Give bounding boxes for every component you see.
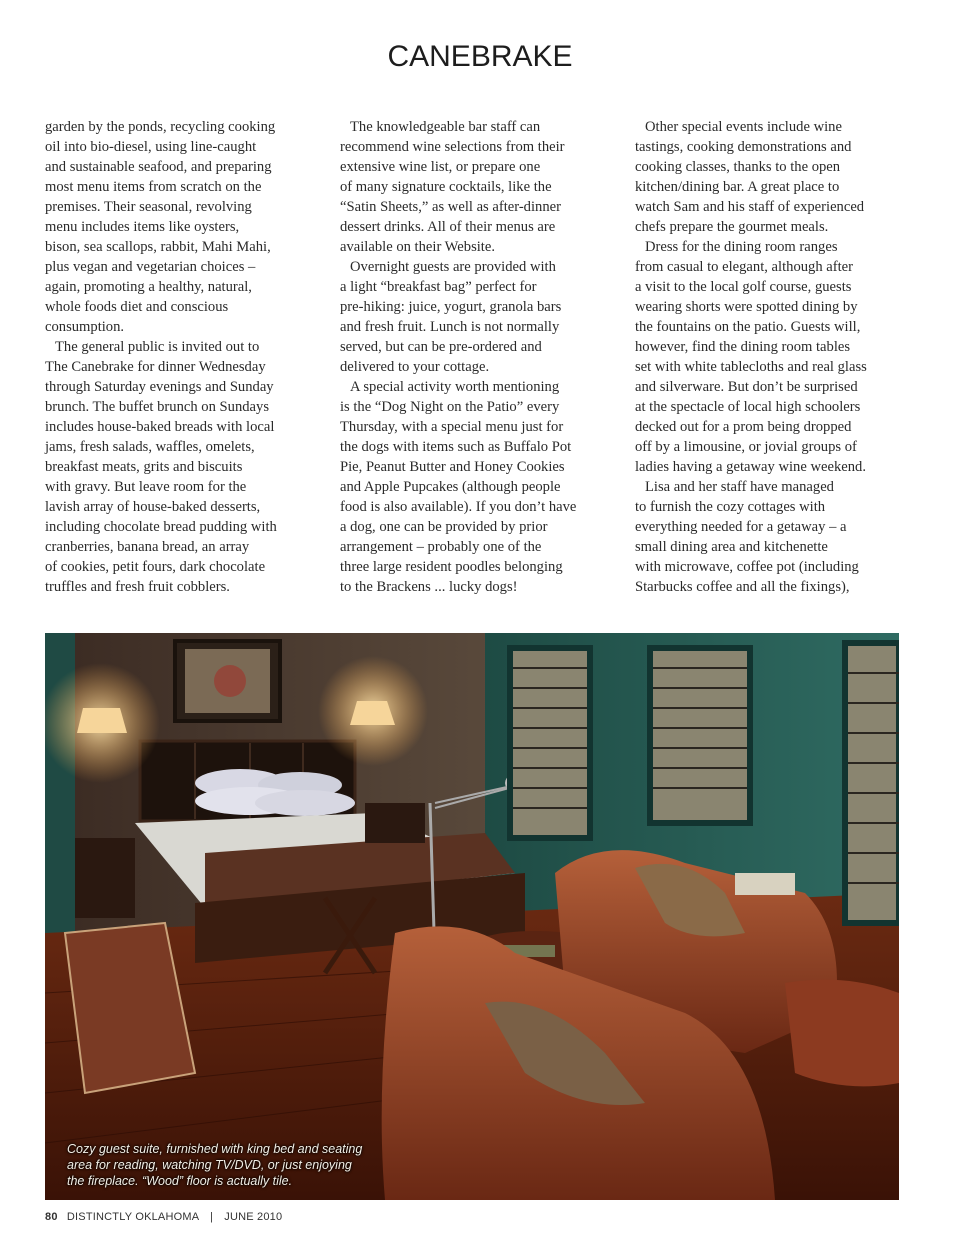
article-line: delivered to your cottage. — [340, 359, 490, 375]
article-column-1 — [45, 117, 315, 597]
article-line: cranberries, banana bread, an array — [45, 539, 250, 555]
article-line: kitchen/dining bar. A great place to — [635, 179, 840, 195]
article-line: includes house-baked breads with local — [45, 419, 275, 435]
article-line: dessert drinks. All of their menus are — [340, 219, 556, 235]
publication-name: DISTINCTLY OKLAHOMA — [66, 1211, 199, 1223]
article-line: the fountains on the patio. Guests will, — [635, 319, 861, 335]
article-line: and sustainable seafood, and preparing — [45, 159, 272, 175]
article-line: from casual to elegant, although after — [635, 259, 854, 275]
article-line: Thursday, with a special menu just for — [340, 419, 564, 435]
article-line: to furnish the cozy cottages with — [635, 499, 826, 515]
article-line: decked out for a prom being dropped — [635, 419, 852, 435]
article-line: through Saturday evenings and Sunday — [45, 379, 274, 395]
article-line: whole foods diet and conscious — [45, 299, 229, 315]
article-line: including chocolate bread pudding with — [45, 519, 277, 535]
article-line: premises. Their seasonal, revolving — [45, 199, 252, 215]
article-line: wearing shorts were spotted dining by — [635, 299, 858, 315]
article-line: recommend wine selections from their — [340, 139, 565, 155]
article-line: at the spectacle of local high schoolers — [635, 399, 861, 415]
article-column-3 — [635, 117, 905, 597]
article-line: oil into bio-diesel, using line-caught — [45, 139, 257, 155]
article-line: to the Brackens ... lucky dogs! — [340, 579, 518, 595]
article-line: of many signature cocktails, like the — [340, 179, 552, 195]
article-line: tastings, cooking demonstrations and — [635, 139, 852, 155]
article-line: the dogs with items such as Buffalo Pot — [340, 439, 572, 455]
article-line: and fresh fruit. Lunch is not normally — [340, 319, 560, 335]
guest-suite-photo — [45, 633, 899, 1200]
article-line: garden by the ponds, recycling cooking — [45, 119, 276, 135]
article-line: Dress for the dining room ranges — [645, 239, 838, 255]
article-line: with microwave, coffee pot (including — [635, 559, 859, 575]
article-line: Other special events include wine — [645, 119, 842, 135]
article-line: Starbucks coffee and all the fixings), — [635, 579, 850, 595]
article-line: lavish array of house-baked desserts, — [45, 499, 261, 515]
article-line: pre-hiking: juice, yogurt, granola bars — [340, 299, 562, 315]
guest-suite-illustration — [45, 633, 899, 1200]
article-line: The general public is invited out to — [55, 339, 260, 355]
article-line: watch Sam and his staff of experienced — [635, 199, 865, 215]
article-line: cooking classes, thanks to the open — [635, 159, 841, 175]
issue-date: JUNE 2010 — [224, 1211, 283, 1223]
article-line: menu includes items like oysters, — [45, 219, 240, 235]
article-line: served, but can be pre-ordered and — [340, 339, 542, 355]
article-line: three large resident poodles belonging — [340, 559, 563, 575]
article-line: consumption. — [45, 319, 125, 335]
article-line: set with white tablecloths and real glass — [635, 359, 867, 375]
page-footer — [45, 1211, 282, 1223]
caption-line: the fireplace. “Wood” floor is actually tile. — [67, 1174, 293, 1188]
article-line: a light “breakfast bag” perfect for — [340, 279, 537, 295]
article-line: however, find the dining room tables — [635, 339, 851, 355]
article-column-2 — [340, 117, 610, 597]
article-line: is the “Dog Night on the Patio” every — [340, 399, 560, 415]
page-number: 80 — [45, 1211, 58, 1223]
article-line: a dog, one can be provided by prior — [340, 519, 548, 535]
article-line: The knowledgeable bar staff can — [350, 119, 541, 135]
article-line: off by a limousine, or jovial groups of — [635, 439, 857, 455]
article-line: ladies having a getaway wine weekend. — [635, 459, 866, 475]
article-line: and Apple Pupcakes (although people — [340, 479, 561, 495]
article-line: Overnight guests are provided with — [350, 259, 556, 275]
article-line: and silverware. But don’t be surprised — [635, 379, 858, 395]
article-line: arrangement – probably one of the — [340, 539, 542, 555]
caption-line: area for reading, watching TV/DVD, or just enjoying — [67, 1158, 352, 1172]
article-line: everything needed for a getaway – a — [635, 519, 847, 535]
article-line: breakfast meats, grits and biscuits — [45, 459, 243, 475]
photo-caption — [67, 1141, 397, 1189]
article-line: A special activity worth mentioning — [350, 379, 560, 395]
article-line: The Canebrake for dinner Wednesday — [45, 359, 266, 375]
article-line: available on their Website. — [340, 239, 495, 255]
article-line: chefs prepare the gourmet meals. — [635, 219, 829, 235]
caption-line: Cozy guest suite, furnished with king bed and seating — [67, 1142, 363, 1156]
article-line: jams, fresh salads, waffles, omelets, — [45, 439, 255, 455]
footer-separator: | — [209, 1211, 213, 1223]
article-line: a visit to the local golf course, guests — [635, 279, 852, 295]
article-line: truffles and fresh fruit cobblers. — [45, 579, 230, 595]
article-line: with gravy. But leave room for the — [45, 479, 247, 495]
article-line: extensive wine list, or prepare one — [340, 159, 541, 175]
article-line: small dining area and kitchenette — [635, 539, 828, 555]
article-line: Lisa and her staff have managed — [645, 479, 834, 495]
article-line: “Satin Sheets,” as well as after-dinner — [340, 199, 561, 215]
article-line: of cookies, petit fours, dark chocolate — [45, 559, 266, 575]
article-line: bison, sea scallops, rabbit, Mahi Mahi, — [45, 239, 271, 255]
article-line: most menu items from scratch on the — [45, 179, 262, 195]
article-line: again, promoting a healthy, natural, — [45, 279, 252, 295]
page-title: CANEBRAKE — [387, 40, 573, 73]
article-line: Pie, Peanut Butter and Honey Cookies — [340, 459, 565, 475]
article-line: plus vegan and vegetarian choices – — [45, 259, 256, 275]
article-line: food is also available). If you don’t have — [340, 499, 577, 515]
article-line: brunch. The buffet brunch on Sundays — [45, 399, 270, 415]
